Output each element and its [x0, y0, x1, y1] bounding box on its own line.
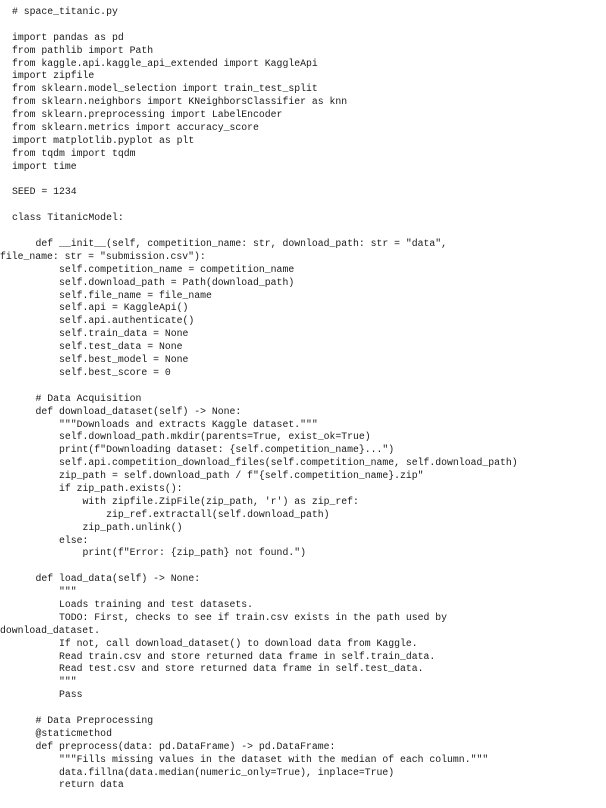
download-dataset-method: [12, 393, 604, 561]
code-line: from sklearn.model_selection import train_test_split: [12, 83, 318, 95]
code-line: def preprocess(data: pd.DataFrame) -> pd.DataFrame:: [12, 740, 336, 752]
code-line: self.train_data = None: [12, 328, 189, 340]
code-line: return data: [12, 779, 124, 791]
code-line: else:: [12, 534, 89, 546]
code-line: print(f"Error: {zip_path} not found."): [12, 547, 306, 559]
class-definition: class TitanicModel:: [12, 212, 124, 224]
code-line: If not, call download_dataset() to download data from Kaggle.: [12, 637, 418, 649]
imports-block: [12, 32, 604, 174]
code-line: from tqdm import tqdm: [12, 147, 136, 159]
code-line: data.fillna(data.median(numeric_only=True), inplace=True): [12, 766, 395, 778]
load-data-method: [0, 573, 604, 702]
code-line: with zipfile.ZipFile(zip_path, 'r') as zip_ref:: [12, 495, 359, 507]
code-line: from pathlib import Path: [12, 44, 154, 56]
code-line: download_dataset.: [0, 624, 100, 636]
code-line: zip_ref.extractall(self.download_path): [12, 508, 330, 520]
code-line: self.competition_name = competition_name: [12, 263, 295, 275]
code-line: Read train.csv and store returned data frame in self.train_data.: [12, 650, 436, 662]
code-line: self.download_path.mkdir(parents=True, exist_ok=True): [12, 431, 371, 443]
code-line: def __init__(self, competition_name: str, download_path: str = "data",: [12, 238, 448, 250]
seed-line: SEED = 1234: [12, 186, 77, 198]
code-line: def download_dataset(self) -> None:: [12, 405, 242, 417]
preprocess-method: [12, 715, 604, 792]
code-line: from sklearn.neighbors import KNeighborsClassifier as knn: [12, 96, 348, 108]
code-line: """: [12, 676, 77, 688]
code-line: Loads training and test datasets.: [12, 598, 254, 610]
code-line: from sklearn.preprocessing import LabelEncoder: [12, 109, 283, 121]
code-line: import matplotlib.pyplot as plt: [12, 134, 195, 146]
init-method: [0, 238, 604, 380]
code-line: self.download_path = Path(download_path): [12, 276, 295, 288]
code-line: self.best_score = 0: [12, 366, 171, 378]
code-line: zip_path = self.download_path / f"{self.competition_name}.zip": [12, 470, 424, 482]
code-listing: [0, 6, 604, 792]
code-line: file_name: str = "submission.csv"):: [0, 250, 206, 262]
code-line: # Data Acquisition: [12, 392, 142, 404]
code-line: """: [12, 586, 77, 598]
code-line: """Fills missing values in the dataset with the median of each column.""": [12, 753, 489, 765]
code-line: Pass: [12, 689, 83, 701]
code-line: if zip_path.exists():: [12, 482, 183, 494]
code-line: Read test.csv and store returned data frame in self.test_data.: [12, 663, 424, 675]
code-line: import pandas as pd: [12, 31, 124, 43]
code-line: from sklearn.metrics import accuracy_score: [12, 122, 259, 134]
code-line: self.file_name = file_name: [12, 289, 212, 301]
code-line: import time: [12, 160, 77, 172]
code-line: self.test_data = None: [12, 341, 183, 353]
code-line: self.api.competition_download_files(self.competition_name, self.download_path): [12, 457, 518, 469]
code-line: zip_path.unlink(): [12, 521, 183, 533]
code-line: from kaggle.api.kaggle_api_extended import KaggleApi: [12, 57, 318, 69]
code-line: @staticmethod: [12, 727, 112, 739]
code-line: self.api.authenticate(): [12, 315, 195, 327]
code-line: """Downloads and extracts Kaggle dataset.""": [12, 418, 318, 430]
code-line: import zipfile: [12, 70, 95, 82]
code-line: TODO: First, checks to see if train.csv exists in the path used by: [12, 611, 448, 623]
code-line: def load_data(self) -> None:: [12, 573, 201, 585]
code-line: print(f"Downloading dataset: {self.competition_name}..."): [12, 444, 395, 456]
code-line: # Data Preprocessing: [12, 714, 154, 726]
code-line: self.best_model = None: [12, 354, 189, 366]
code-line: self.api = KaggleApi(): [12, 302, 189, 314]
file-comment: # space_titanic.py: [12, 6, 118, 17]
